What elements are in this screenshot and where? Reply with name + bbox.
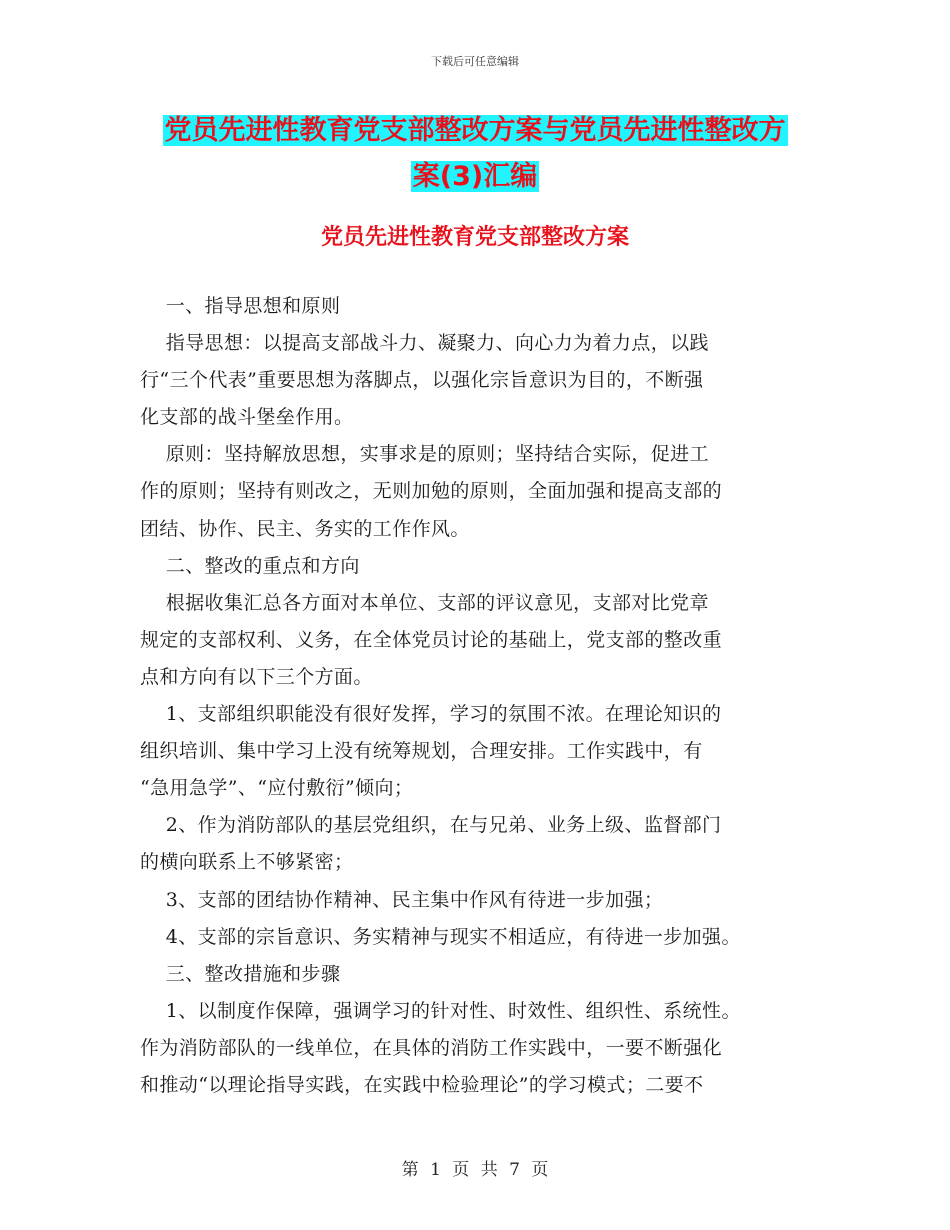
text-line: 原则：坚持解放思想，实事求是的原则；坚持结合实际，促进工 [140, 443, 709, 466]
text-line: 和推动“以理论指导实践，在实践中检验理论”的学习模式；二要不 [140, 1073, 704, 1096]
text-line: 二、整改的重点和方向 [140, 554, 360, 577]
text-line: 指导思想：以提高支部战斗力、凝聚力、向心力为着力点，以践 [140, 332, 709, 355]
page-header: 下载后可任意编辑 [431, 55, 519, 68]
text-line: 点和方向有以下三个方面。 [140, 665, 373, 688]
text-line: 规定的支部权利、义务，在全体党员讨论的基础上，党支部的整改重 [140, 628, 723, 651]
text-line: 组织培训、集中学习上没有统筹规划，合理安排。工作实践中，有 [140, 740, 703, 763]
text-line: 2、作为消防部队的基层党组织，在与兄弟、业务上级、监督部门 [140, 814, 722, 837]
text-line: 1、支部组织职能没有很好发挥，学习的氛围不浓。在理论知识的 [140, 703, 722, 726]
text-line: 化支部的战斗堡垒作用。 [140, 406, 354, 429]
document-title [0, 108, 950, 200]
text-line: 团结、协作、民主、务实的工作作风。 [140, 517, 470, 540]
text-line: 作为消防部队的一线单位，在具体的消防工作实践中，一要不断强化 [140, 1036, 723, 1059]
text-line: “急用急学”、“应付敷衍”倾向； [140, 777, 414, 800]
text-line: 根据收集汇总各方面对本单位、支部的评议意见，支部对比党章 [140, 591, 709, 614]
text-line: 1、以制度作保障，强调学习的针对性、时效性、组织性、系统性。 [140, 999, 741, 1022]
text-line: 三、整改措施和步骤 [140, 962, 341, 985]
text-line: 作的原则；坚持有则改之，无则加勉的原则，全面加强和提高支部的 [140, 480, 723, 503]
body-text [140, 288, 830, 1104]
text-line: 3、支部的团结协作精神、民主集中作风有待进一步加强； [140, 888, 664, 911]
title-line-2: 案(3)汇编 [412, 161, 538, 192]
text-line: 的横向联系上不够紧密； [140, 851, 354, 874]
section-title: 党员先进性教育党支部整改方案 [320, 225, 629, 250]
text-line: 4、支部的宗旨意识、务实精神与现实不相适应，有待进一步加强。 [140, 925, 741, 948]
text-line: 行“三个代表”重要思想为落脚点，以强化宗旨意识为目的，不断强 [140, 369, 704, 392]
title-line-1: 党员先进性教育党支部整改方案与党员先进性整改方 [164, 115, 786, 146]
page-footer: 第 1 页 共 7 页 [401, 1160, 549, 1180]
text-line: 一、指导思想和原则 [140, 295, 341, 317]
